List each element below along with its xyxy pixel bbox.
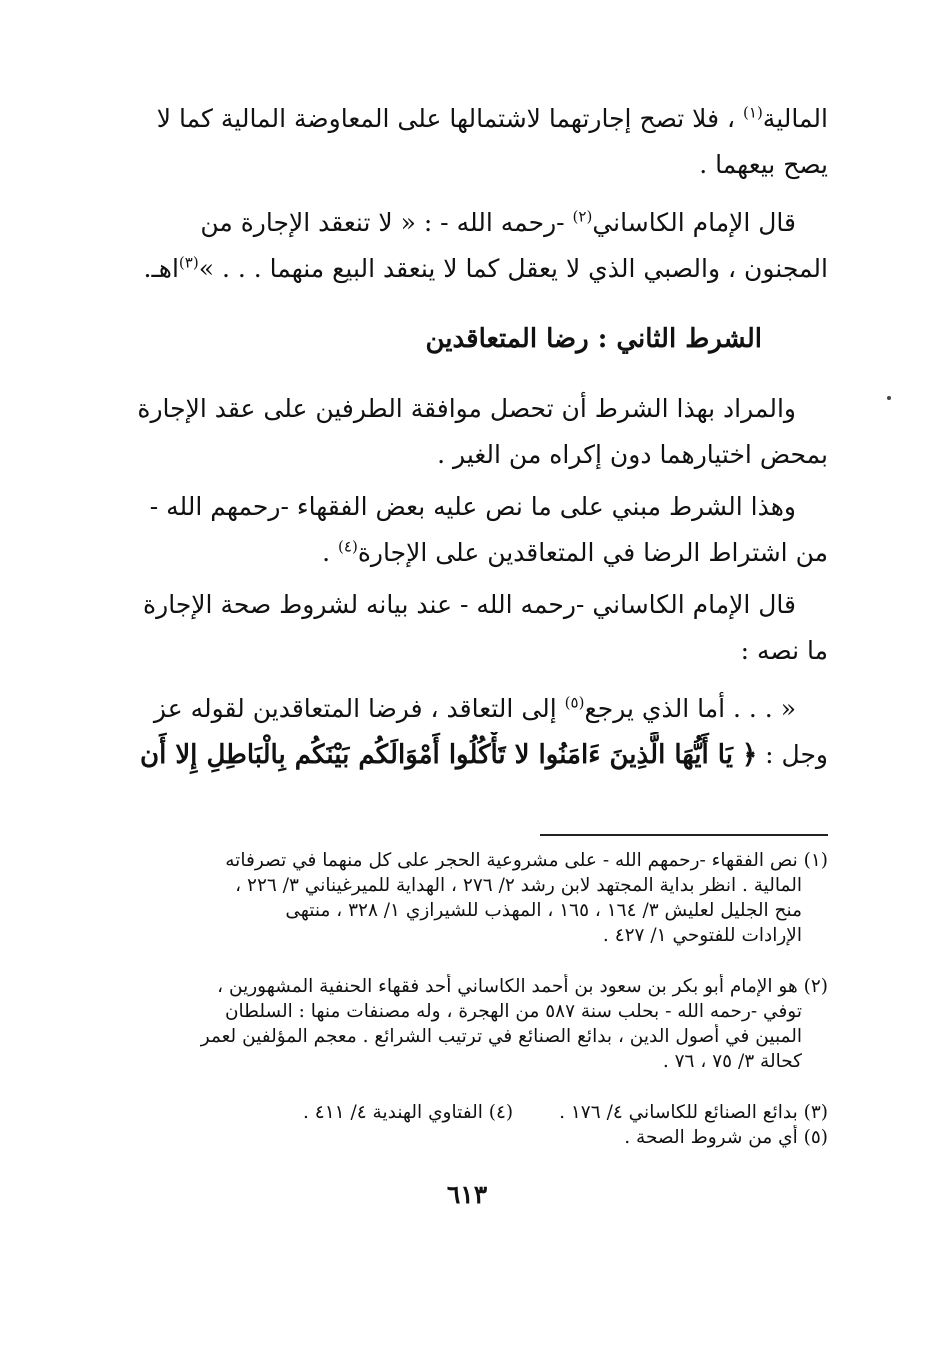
footnote-line: كحالة ٣/ ٧٥ ، ٧٦ . — [662, 1051, 802, 1072]
text-line: والمراد بهذا الشرط أن تحصل موافقة الطرفين على عقد الإجارة — [137, 394, 796, 423]
footnote-ref[interactable]: (٥) — [564, 693, 585, 712]
footnote-3: (٣) بدائع الصنائع للكاساني ٤/ ١٧٦ . — [559, 1102, 828, 1123]
text-line: ما نصه : — [740, 636, 828, 665]
footnote-1 — [116, 848, 828, 948]
footnote-2 — [116, 974, 828, 1074]
footnote-ref[interactable]: (٤) — [338, 537, 358, 556]
text-line: بمحض اختيارهما دون إكراه من الغير . — [437, 440, 828, 469]
section-heading: الشرط الثاني : رضا المتعاقدين — [425, 324, 762, 354]
main-text — [123, 96, 828, 292]
footnote-3-4 — [116, 1100, 828, 1150]
footnote-line — [116, 1100, 828, 1125]
text-line: المالية$^{(١)}$ ، فلا تصح إجارتهما لاشتمالها على المعاوضة المالية كما لا — [156, 103, 828, 133]
text-line: وهذا الشرط مبني على ما نص عليه بعض الفقهاء -رحمهم الله - — [149, 492, 796, 521]
footnote-ref[interactable]: (٣) — [178, 253, 199, 272]
footnote-line: الإرادات للفتوحي ١/ ٤٢٧ . — [602, 925, 802, 946]
page-number: ٦١٣ — [446, 1180, 488, 1209]
footnote-ref[interactable]: (٢) — [572, 207, 593, 226]
footnote-4: (٤) الفتاوي الهندية ٤/ ٤١١ . — [303, 1102, 514, 1123]
footnote-5: (٥) أي من شروط الصحة . — [624, 1127, 828, 1148]
footnote-line: المبين في أصول الدين ، بدائع الصنائع في ترتيب الشرائع . معجم المؤلفين لعمر — [200, 1026, 802, 1047]
text-line: قال الإمام الكاساني -رحمه الله - عند بيانه لشروط صحة الإجارة — [143, 590, 796, 619]
text-line: وجل : ﴿ يَا أَيُّهَا الَّذِينَ ءَامَنُوا لا تَأْكُلُوا أَمْوَالَكُم بَيْنَكُم بِالْبَاطِلِ إِلا أَن — [139, 740, 828, 770]
footnote-line: المالية . انظر بداية المجتهد لابن رشد ٢/ ٢٧٦ ، الهداية للميرغيناني ٣/ ٢٢٦ ، — [235, 875, 802, 896]
footnote-separator — [540, 834, 828, 836]
footnote-line: (٢) هو الإمام أبو بكر بن سعود بن أحمد الكاساني أحد فقهاء الحنفية المشهورين ، — [217, 976, 828, 997]
footnote-ref[interactable]: (١) — [743, 103, 763, 122]
text-line: « . . . أما الذي يرجع$^{(٥)}$ إلى التعاقد ، فرضا المتعاقدين لقوله عز — [153, 693, 796, 723]
quran-verse: ﴿ يَا أَيُّهَا الَّذِينَ ءَامَنُوا لا تَأْكُلُوا أَمْوَالَكُم بَيْنَكُم بِالْبَاطِلِ إِلا أَن — [139, 740, 758, 770]
text-line: المجنون ، والصبي الذي لا يعقل كما لا ينعقد البيع منهما . . . »$^{(٣)}$اهـ. — [143, 253, 828, 283]
footnote-line: (١) نص الفقهاء -رحمهم الله - على مشروعية الحجر على كل منهما في تصرفاته — [225, 850, 828, 871]
footnote-line: منح الجليل لعليش ٣/ ١٦٤ ، ١٦٥ ، المهذب للشيرازي ١/ ٣٢٨ ، منتهى — [285, 900, 802, 921]
footnote-line: توفي -رحمه الله - بحلب سنة ٥٨٧ من الهجرة ، وله مصنفات منها : السلطان — [224, 1001, 802, 1022]
main-text-2 — [123, 386, 828, 778]
text-line: يصح بيعهما . — [699, 150, 828, 179]
scan-speck — [887, 396, 891, 400]
text-line: من اشتراط الرضا في المتعاقدين على الإجارة$^{(٤)}$ . — [322, 537, 828, 567]
text-line: قال الإمام الكاساني$^{(٢)}$ -رحمه الله - : « لا تنعقد الإجارة من — [200, 207, 796, 237]
